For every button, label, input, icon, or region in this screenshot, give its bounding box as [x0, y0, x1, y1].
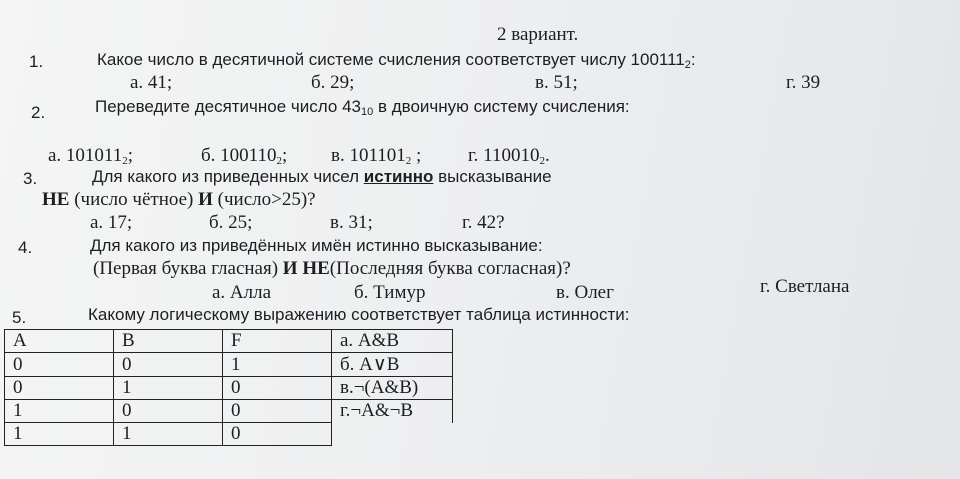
header-a: A: [5, 330, 114, 353]
q2-option-c-base: 2: [405, 155, 412, 167]
q4-option-a: а. Алла: [212, 282, 272, 303]
q4-option-d: г. Светлана: [760, 276, 850, 297]
q2-option-d-tail: .: [544, 145, 550, 166]
table-cell: 0: [114, 353, 223, 377]
table-cell: 0: [223, 400, 332, 423]
q4-text: Для какого из приведённых имён истинно высказывание:: [90, 236, 543, 255]
q3-text: [92, 166, 552, 188]
table-cell: 0: [223, 423, 332, 446]
q2-option-c: [331, 145, 421, 167]
q2-option-c-value: в. 101101: [331, 145, 406, 166]
table-cell: 1: [114, 377, 223, 400]
q3-not: НЕ: [42, 189, 70, 210]
q1-colon: :: [690, 50, 696, 69]
q4-option-c: в. Олег: [556, 282, 614, 303]
table-cell: 0: [5, 377, 114, 400]
q5-text: Какому логическому выражению соответствует таблица истинности:: [88, 305, 630, 324]
table-row: [5, 400, 453, 423]
q4-option-b: б. Тимур: [354, 282, 426, 303]
q2-base: 10: [360, 106, 374, 118]
table-cell: 1: [223, 353, 332, 377]
q2-text: [95, 96, 630, 118]
q2-option-c-tail: ;: [411, 145, 422, 166]
table-cell: 1: [5, 423, 114, 446]
q1-option-a: а. 41;: [130, 72, 173, 93]
q1-option-d: г. 39: [786, 72, 821, 93]
q2-number: 2.: [31, 103, 46, 122]
q2-option-d-base: 2: [539, 155, 545, 167]
variant-title: 2 вариант.: [497, 24, 579, 45]
table-cell: 0: [223, 377, 332, 400]
header-b: B: [114, 330, 223, 353]
q3-number: 3.: [23, 169, 38, 188]
q3-option-b: б. 25;: [209, 212, 253, 233]
q4-condition: [93, 258, 571, 280]
table-cell: 0: [5, 353, 114, 377]
q3-option-c: в. 31;: [330, 212, 373, 233]
table-cell: 0: [114, 400, 223, 423]
q2-question-b: в двоичную систему счисления:: [373, 97, 630, 116]
q1-question: Какое число в десятичной системе счисления соответствует числу 100111: [97, 50, 685, 69]
q2-option-b-tail: ;: [281, 145, 288, 166]
q2-option-a-value: а. 101011: [48, 145, 123, 166]
q4-and-not: И НЕ: [282, 258, 330, 279]
q3-and: И: [198, 189, 213, 210]
q2-option-d-value: г. 110010: [468, 145, 540, 166]
q4-cond-b: (Последняя буква согласная)?: [329, 258, 571, 279]
q2-option-b-value: б. 100110: [201, 145, 277, 166]
q4-number: 4.: [18, 238, 33, 257]
table-cell: 1: [5, 400, 114, 423]
q3-cond-b: (число>25)?: [212, 189, 316, 210]
q3-question-a: Для какого из приведенных чисел: [92, 167, 364, 186]
q2-option-a: [48, 145, 133, 167]
q2-option-b: [201, 145, 287, 167]
table-row: [5, 353, 453, 377]
truth-table: [4, 329, 453, 446]
truth-table-header: [5, 330, 453, 353]
q2-option-d: [468, 145, 550, 167]
q2-option-a-base: 2: [122, 155, 128, 167]
q2-option-b-base: 2: [276, 155, 282, 167]
q3-option-d: г. 42?: [462, 212, 505, 233]
q1-option-b: б. 29;: [311, 72, 355, 93]
table-cell: 1: [114, 423, 223, 446]
q5-option-c: в.¬(A&B): [332, 377, 453, 400]
q5-option-d: г.¬A&¬B: [332, 400, 453, 423]
q5-number: 5.: [12, 308, 27, 327]
q2-question-a: Переведите десятичное число 43: [95, 97, 361, 116]
q1-text: [97, 49, 696, 71]
q1-option-c: в. 51;: [535, 72, 578, 93]
q3-condition: [42, 189, 316, 211]
table-blank: [332, 423, 453, 446]
header-f: F: [223, 330, 332, 353]
q1-number: 1.: [29, 52, 44, 71]
table-row: [5, 377, 453, 400]
q1-base: 2: [684, 59, 691, 71]
table-row: [5, 423, 453, 446]
q5-option-a: а. A&B: [332, 330, 453, 353]
q2-option-a-tail: ;: [127, 145, 134, 166]
q3-emphasis: истинно: [363, 167, 434, 186]
q3-cond-a: (число чётное): [69, 189, 199, 210]
q3-option-a: а. 17;: [90, 212, 133, 233]
q4-cond-a: (Первая буква гласная): [93, 258, 283, 279]
q3-question-b: высказывание: [433, 167, 552, 186]
q5-option-b: б. A∨B: [332, 353, 453, 377]
